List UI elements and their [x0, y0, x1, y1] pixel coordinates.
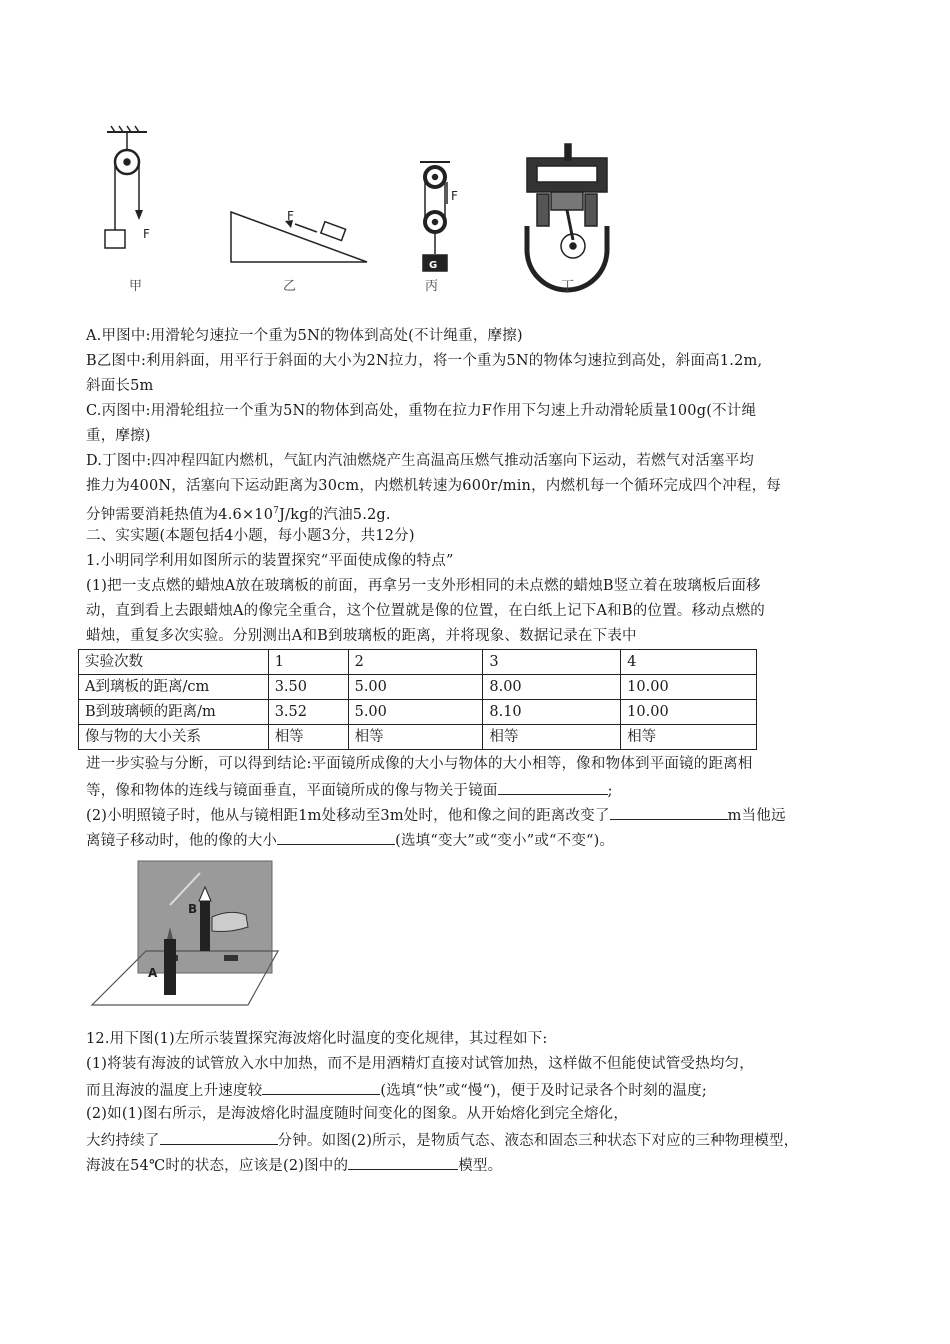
table-cell: 1: [268, 650, 348, 675]
table-cell: 3: [483, 650, 621, 675]
q1-part2-line1: [86, 805, 786, 825]
figure-label-ding: 丁: [561, 279, 575, 294]
candle-b-label: B: [188, 902, 198, 916]
table-row: [79, 650, 757, 675]
plane-mirror-figure: [90, 855, 280, 1015]
table-row: [79, 725, 757, 750]
q12-line4-text-a: 大约持续了: [86, 1133, 160, 1149]
table-cell: 5.00: [348, 675, 483, 700]
table-cell: 相等: [348, 725, 483, 750]
experiment-table: [78, 649, 757, 750]
answer-blank-image-size[interactable]: [277, 830, 395, 845]
q12-line2-text-a: 而且海波的温度上升速度较: [86, 1083, 263, 1099]
option-d-text-pre: 分钟需要消耗热值为4.6×10: [86, 506, 274, 523]
table-cell: A到璃板的距离/cm: [79, 675, 269, 700]
table-row: [79, 675, 757, 700]
q1-part1-line1: (1)把一支点燃的蜡烛A放在玻璃板的前面，再拿另一支外形相同的未点燃的蜡烛B竖立着在玻璃板后面移: [86, 578, 761, 594]
engine-cylinder-diagram: [527, 144, 607, 290]
q12-line3: (2)如(1)图右所示，是海波熔化时温度随时间变化的图象。从开始熔化到完全熔化，: [86, 1106, 629, 1122]
q12-line4: [86, 1130, 798, 1150]
answer-blank-distance[interactable]: [610, 805, 728, 820]
force-label-a: F: [143, 227, 150, 241]
q1-part1-line2: 动，直到看上去跟蜡烛A的像完全重合，这个位置就是像的位置，在白纸上记下A和B的位置。移动点燃的: [86, 603, 765, 619]
q1-title: 1.小明同学利用如图所示的装置探究“平面使成像的特点”: [86, 553, 454, 569]
force-label-c: F: [451, 189, 458, 203]
figure-label-jia: 甲: [129, 279, 143, 294]
q12-line5-text-b: 模型。: [458, 1158, 503, 1174]
table-cell: 8.00: [483, 675, 621, 700]
option-c-line2: 重，摩擦): [86, 428, 151, 444]
table-cell: 3.52: [268, 700, 348, 725]
table-cell: 相等: [621, 725, 757, 750]
table-cell: 4: [621, 650, 757, 675]
table-row: [79, 700, 757, 725]
table-cell: 3.50: [268, 675, 348, 700]
mechanics-figure: [95, 122, 625, 302]
table-cell: 2: [348, 650, 483, 675]
q1-part2-line2: [86, 830, 614, 850]
force-label-b: F: [287, 209, 294, 223]
fixed-pulley-diagram: [105, 126, 147, 248]
weight-label: G: [429, 260, 438, 271]
option-d-line2: 推力为400N，活塞向下运动距离为30cm，内燃机转速为600r/min，内燃机每一个循环完成四个冲程，每: [86, 478, 781, 494]
q12-title: 12.用下图(1)左所示装置探究海波熔化时温度的变化规律，其过程如下:: [86, 1031, 548, 1047]
figure-label-yi: 乙: [283, 279, 297, 294]
table-cell: 5.00: [348, 700, 483, 725]
q1-part2-text-d: (选填“变大”或“变小”或“不变“)。: [395, 833, 615, 849]
q1-part2-text-b: m当他远: [727, 808, 786, 824]
option-d-text-post: J/kg的汽油5.2g.: [279, 506, 391, 523]
answer-blank-model[interactable]: [348, 1155, 458, 1170]
section-heading: 二、实实题(本题包括4小题，每小题3分，共12分): [86, 528, 415, 544]
option-d-exponent: 7: [273, 506, 280, 516]
candle-a-label: A: [148, 966, 158, 980]
table-cell: 相等: [268, 725, 348, 750]
option-c-line1: C.丙图中:用滑轮组拉一个重为5N的物体到高处，重物在拉力F作用下匀速上升动滑轮质量100g(不计绳: [86, 403, 757, 419]
table-cell: B到玻璃顿的距离/m: [79, 700, 269, 725]
pulley-block-diagram: [420, 162, 450, 271]
option-d-line1: D.丁图中:四冲程四缸内燃机，气缸内汽油燃烧产生高温高压燃气推动活塞向下运动，若燃气对活塞平均: [86, 453, 754, 469]
option-d-line3: [86, 502, 391, 524]
q12-line2-text-b: (选填“快”或“慢“)，便于及时记录各个时刻的温度;: [380, 1083, 707, 1099]
answer-blank-speed[interactable]: [262, 1080, 380, 1095]
q1-part2-text-a: (2)小明照镜子时，他从与镜相距1m处移动至3m处时，他和像之间的距离改变了: [86, 808, 610, 824]
q12-line5-text-a: 海波在54℃时的状态，应该是(2)图中的: [86, 1158, 349, 1174]
option-b-line1: B乙图中:利用斜面，用平行于斜面的大小为2N拉力，将一个重为5N的物体匀速拉到高处，斜面高1.2m,: [86, 353, 763, 369]
figure-label-bing: 丙: [425, 279, 439, 294]
q1-conclusion-line2: [86, 780, 613, 800]
table-cell: 10.00: [621, 675, 757, 700]
answer-blank-duration[interactable]: [160, 1130, 278, 1145]
q12-line2: [86, 1080, 707, 1100]
inclined-plane-diagram: [231, 212, 367, 262]
q12-line4-text-b: 分钟。如图(2)所示，是物质气态、液态和固态三种状态下对应的三种物理模型，: [277, 1133, 799, 1149]
q1-part2-text-c: 离镜子移动时，他的像的大小: [86, 833, 278, 849]
q12-line5: [86, 1155, 502, 1175]
table-cell: 像与物的大小关系: [79, 725, 269, 750]
q12-line1: (1)将装有海波的试管放入水中加热，而不是用酒精灯直接对试管加热，这样做不但能使试管受热均匀，: [86, 1056, 754, 1072]
q1-conclusion-line1: 进一步实验与分断，可以得到结论:平面镜所成像的大小与物体的大小相等，像和物体到平面镜的距离相: [86, 756, 753, 772]
table-cell: 实验次数: [79, 650, 269, 675]
answer-blank-mirror[interactable]: [498, 780, 608, 795]
table-cell: 10.00: [621, 700, 757, 725]
q1-conclusion-text: 等，像和物体的连线与镜面垂直，平面镜所成的像与物关于镜面: [86, 783, 498, 799]
q1-part1-line3: 蜡烛，重复多次实验。分别测出A和B到玻璃板的距离，并将现象、数据记录在下表中: [86, 628, 637, 644]
q1-conclusion-end: ;: [607, 783, 613, 799]
table-cell: 8.10: [483, 700, 621, 725]
option-a: A.甲图中:用滑轮匀速拉一个重为5N的物体到高处(不计绳重，摩擦): [86, 328, 523, 344]
table-cell: 相等: [483, 725, 621, 750]
option-b-line2: 斜面长5m: [86, 378, 154, 394]
